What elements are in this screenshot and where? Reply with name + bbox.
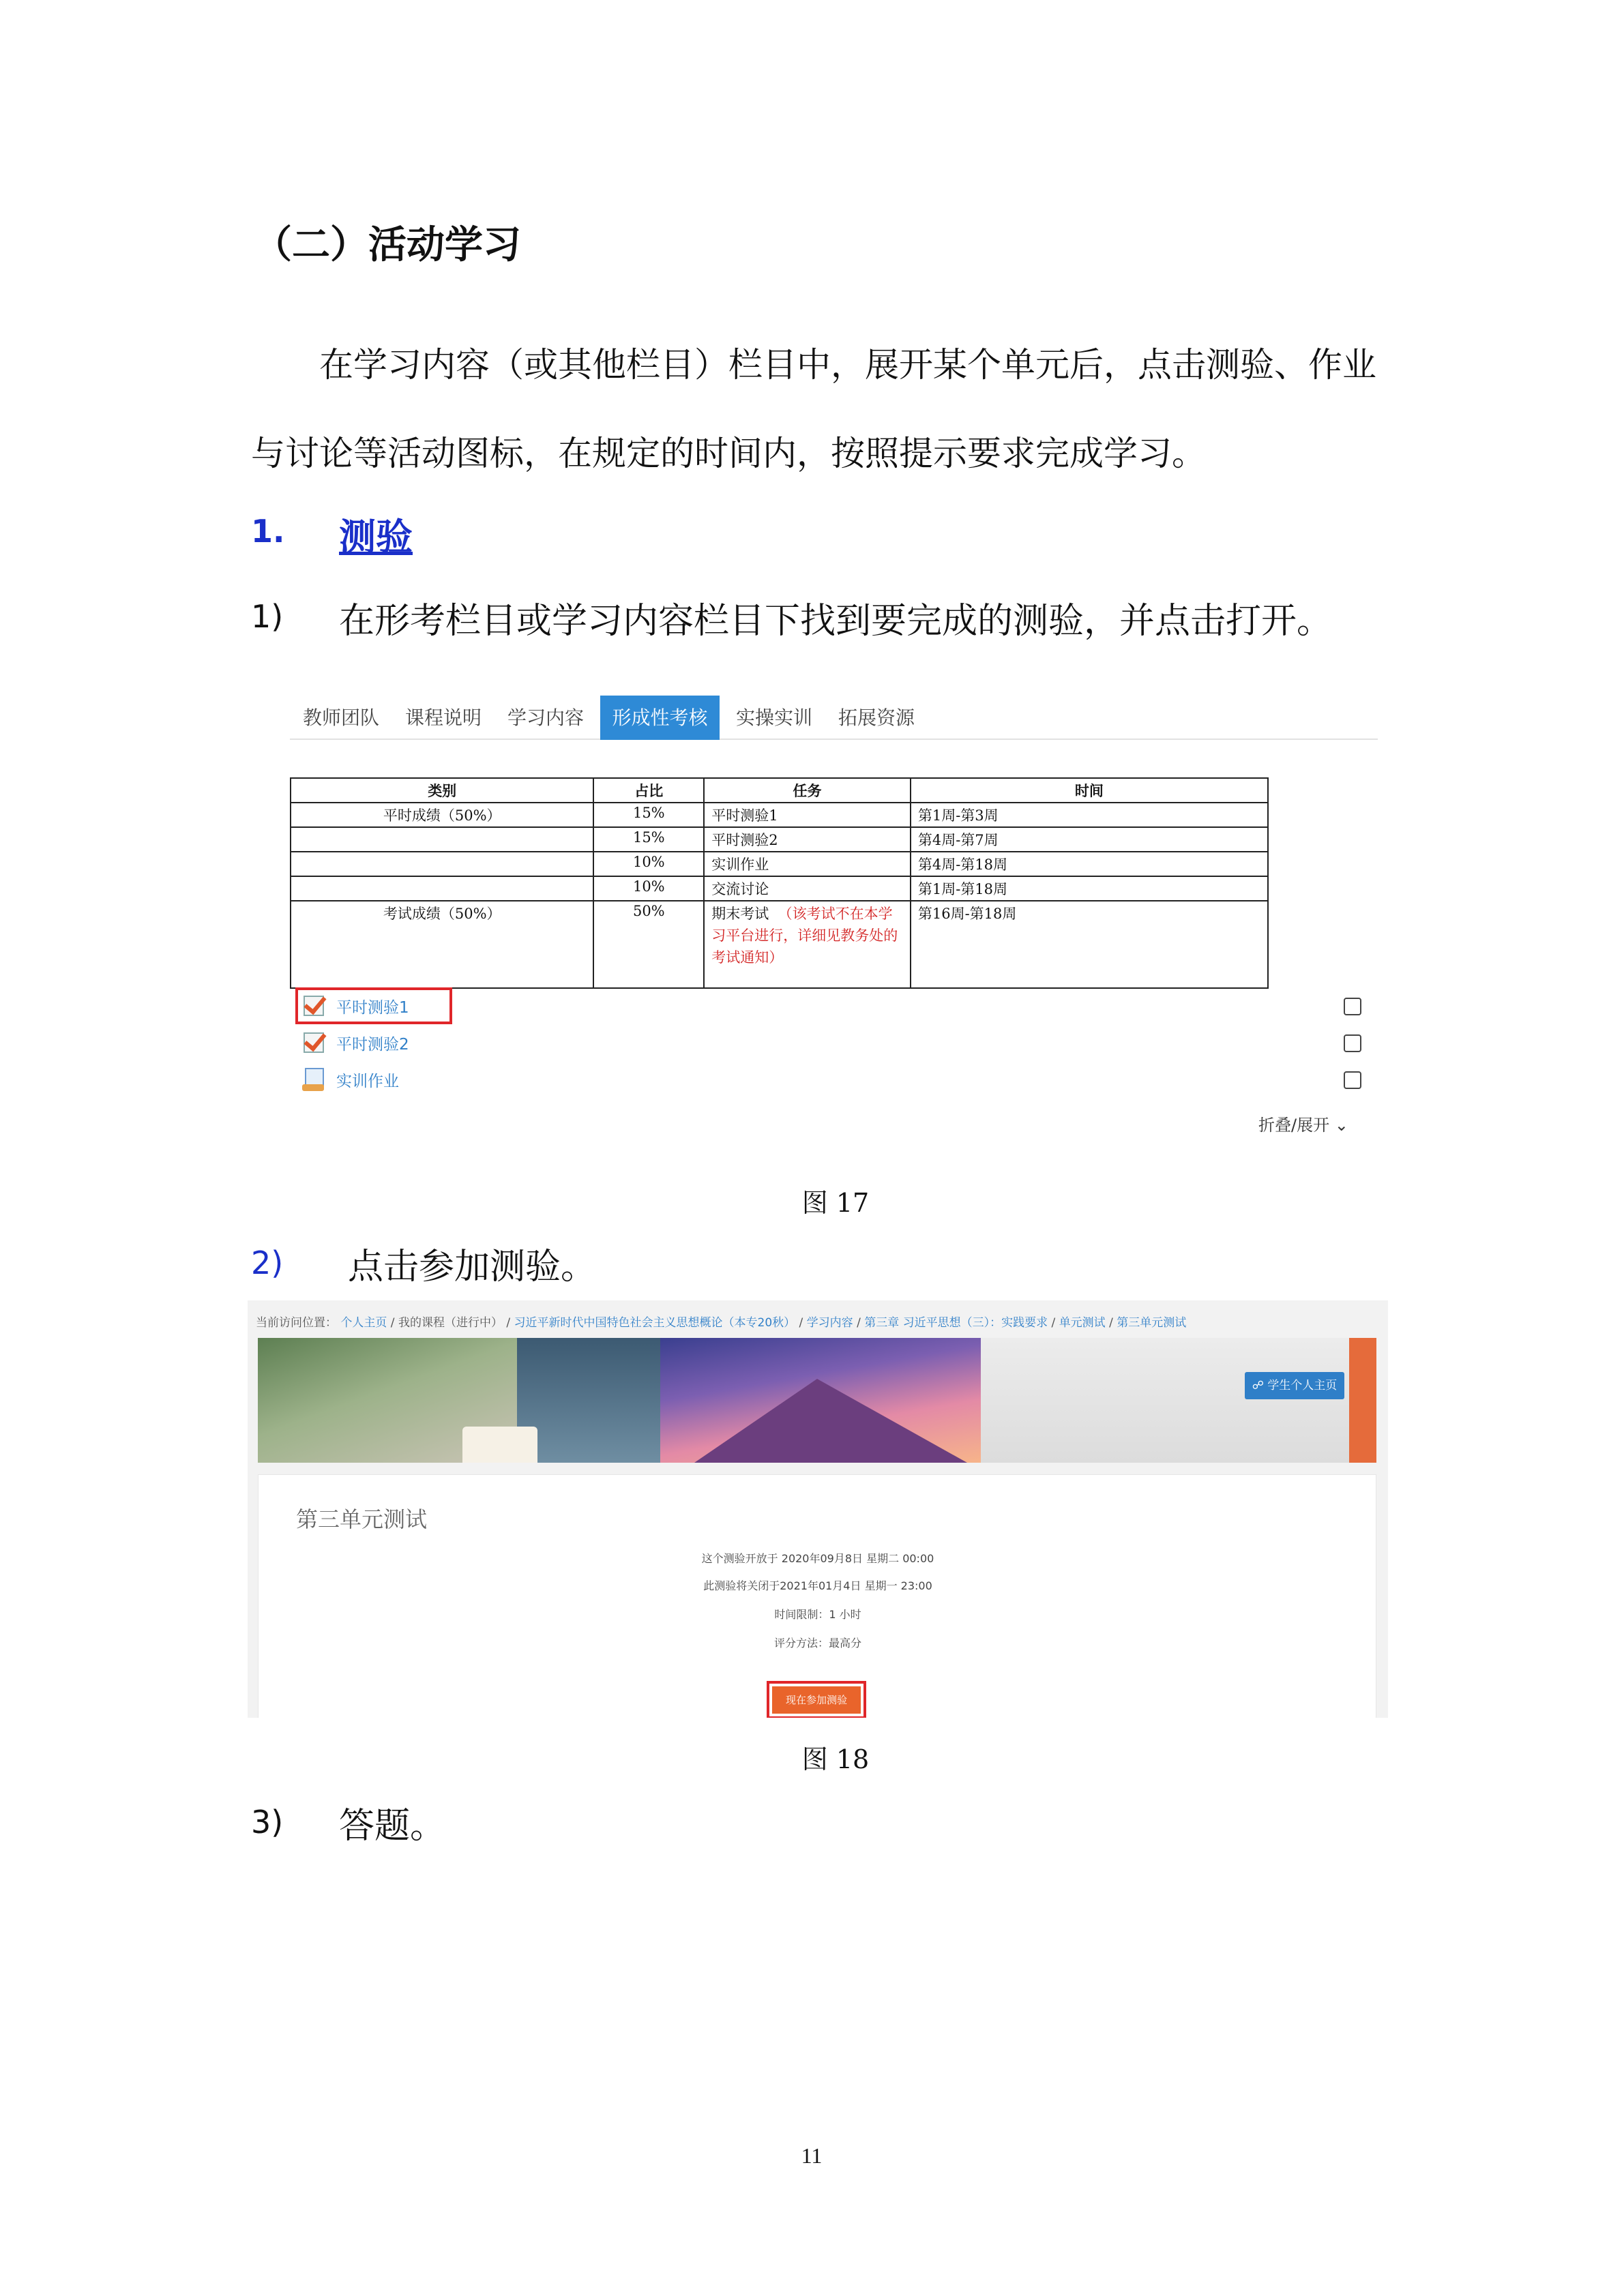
quiz-title: 第三单元测试 bbox=[296, 1506, 428, 1532]
chevron-down-icon: ⌄ bbox=[1334, 1116, 1348, 1135]
table-cell: 平时测验1 bbox=[704, 803, 911, 827]
figure-18-caption: 图 18 bbox=[801, 1744, 870, 1774]
table-cell: 第4周-第18周 bbox=[911, 852, 1268, 876]
table-cell: 10% bbox=[593, 852, 704, 876]
section-title: （二）活动学习 bbox=[254, 222, 521, 267]
intro-line-1: 在学习内容（或其他栏目）栏目中，展开某个单元后，点击测验、作业 bbox=[319, 345, 1376, 385]
table-cell: 第1周-第3周 bbox=[911, 803, 1268, 827]
quiz-checkbox-icon bbox=[304, 994, 327, 1017]
breadcrumb-item[interactable]: 个人主页 bbox=[340, 1316, 387, 1330]
student-homepage-label: 学生个人主页 bbox=[1267, 1379, 1338, 1392]
breadcrumb-item[interactable]: 单元测试 bbox=[1059, 1316, 1106, 1330]
breadcrumb-item[interactable]: 学习内容 bbox=[806, 1316, 853, 1330]
table-header: 类别 bbox=[291, 778, 593, 803]
table-cell: 10% bbox=[593, 876, 704, 901]
table-header-row bbox=[291, 778, 1268, 803]
table-header: 时间 bbox=[911, 778, 1268, 803]
table-cell: 平时测验2 bbox=[704, 827, 911, 852]
table-cell: 平时成绩（50%） bbox=[291, 803, 593, 827]
table-header: 任务 bbox=[704, 778, 911, 803]
table-header: 占比 bbox=[593, 778, 704, 803]
table-row-exam bbox=[291, 901, 1268, 988]
activity-quiz-2[interactable] bbox=[304, 1026, 409, 1060]
table-cell: 交流讨论 bbox=[704, 876, 911, 901]
exam-task-label: 期末考试 bbox=[711, 906, 769, 922]
completion-checkbox[interactable] bbox=[1344, 1034, 1361, 1052]
table-row bbox=[291, 803, 1268, 827]
intro-paragraph-line-2: 与讨论等活动图标，在规定的时间内，按照提示要求完成学习。 bbox=[251, 434, 1206, 473]
quiz-checkbox-icon bbox=[304, 1031, 327, 1054]
table-cell: 第4周-第7周 bbox=[911, 827, 1268, 852]
table-cell: 50% bbox=[593, 901, 704, 988]
step-2-text: 点击参加测验。 bbox=[348, 1247, 597, 1287]
tab-teachers[interactable]: 教师团队 bbox=[302, 706, 379, 729]
figure-17-screenshot bbox=[290, 696, 1378, 1142]
table-cell bbox=[291, 876, 593, 901]
tab-learning-content[interactable]: 学习内容 bbox=[507, 706, 584, 729]
table-cell: 考试成绩（50%） bbox=[291, 901, 593, 988]
completion-checkbox[interactable] bbox=[1344, 1071, 1361, 1089]
tab-practice[interactable]: 实操实训 bbox=[735, 706, 812, 729]
tab-resources[interactable]: 拓展资源 bbox=[838, 706, 915, 729]
step-3-number: 3) bbox=[251, 1804, 284, 1840]
fold-label: 折叠/展开 bbox=[1258, 1116, 1330, 1135]
activity-assignment[interactable] bbox=[304, 1062, 399, 1097]
breadcrumb: 当前访问位置： 个人主页 / 我的课程（进行中） / 习近平新时代中国特色社会主义思想概论（本专20秋） / 学习内容 / 第三章 习近平思想（三）：实践要求 / 单元测试 / 第三单元测试 bbox=[256, 1316, 1187, 1330]
quiz-grading-method: 评分方法：最高分 bbox=[773, 1637, 861, 1650]
activity-quiz-1[interactable] bbox=[304, 989, 409, 1023]
breadcrumb-prefix: 当前访问位置： bbox=[256, 1316, 337, 1330]
intro-paragraph bbox=[251, 320, 1397, 409]
step-1-text: 在形考栏目或学习内容栏目下找到要完成的测验，并点击打开。 bbox=[339, 601, 1333, 642]
heading-quiz-link[interactable]: 测验 bbox=[339, 515, 413, 558]
table-cell: 15% bbox=[593, 827, 704, 852]
breadcrumb-item[interactable]: 第三单元测试 bbox=[1117, 1316, 1187, 1330]
quiz-card bbox=[258, 1474, 1376, 1718]
student-homepage-button[interactable] bbox=[1245, 1372, 1344, 1399]
step-3-text: 答题。 bbox=[339, 1806, 446, 1847]
table-cell: 第16周-第18周 bbox=[911, 901, 1268, 988]
tab-formative-assessment[interactable]: 形成性考核 bbox=[600, 696, 720, 740]
figure-18-screenshot bbox=[248, 1300, 1388, 1718]
breadcrumb-item[interactable]: 第三章 习近平思想（三）：实践要求 bbox=[864, 1316, 1048, 1330]
step-2-number: 2) bbox=[251, 1244, 284, 1281]
tab-course-info[interactable]: 课程说明 bbox=[404, 706, 482, 729]
activity-label: 实训作业 bbox=[336, 1072, 399, 1090]
exam-note: （该考试不在本学习平台进行，详细见教务处的考试通知） bbox=[711, 906, 898, 966]
quiz-close-time: 此测验将关闭于2021年01月4日 星期一 23:00 bbox=[703, 1579, 932, 1592]
table-cell-exam-task bbox=[704, 901, 911, 988]
course-tabs bbox=[290, 696, 1378, 740]
fold-expand-toggle[interactable] bbox=[1258, 1112, 1348, 1135]
table-row bbox=[291, 852, 1268, 876]
step-1-number: 1) bbox=[251, 598, 284, 635]
course-banner-image bbox=[258, 1338, 1376, 1463]
assignment-icon bbox=[304, 1068, 327, 1091]
breadcrumb-item[interactable]: 习近平新时代中国特色社会主义思想概论（本专20秋） bbox=[514, 1316, 796, 1330]
completion-checkbox[interactable] bbox=[1344, 998, 1361, 1015]
activity-label: 平时测验1 bbox=[336, 998, 409, 1017]
table-cell bbox=[291, 827, 593, 852]
figure-17-caption: 图 17 bbox=[801, 1188, 870, 1218]
activity-label: 平时测验2 bbox=[336, 1035, 409, 1054]
table-cell bbox=[291, 852, 593, 876]
breadcrumb-item[interactable]: 我的课程（进行中） bbox=[398, 1316, 503, 1330]
table-row bbox=[291, 827, 1268, 852]
share-icon: ☍ bbox=[1252, 1379, 1264, 1392]
table-cell: 实训作业 bbox=[704, 852, 911, 876]
grade-table bbox=[290, 777, 1269, 989]
quiz-open-time: 这个测验开放于 2020年09月8日 星期二 00:00 bbox=[701, 1552, 934, 1565]
page-number: 11 bbox=[801, 2143, 823, 2168]
quiz-time-limit: 时间限制：1 小时 bbox=[774, 1608, 861, 1621]
attempt-quiz-button[interactable]: 现在参加测验 bbox=[772, 1686, 861, 1714]
table-cell: 第1周-第18周 bbox=[911, 876, 1268, 901]
heading-number: 1. bbox=[251, 513, 285, 550]
table-cell: 15% bbox=[593, 803, 704, 827]
table-row bbox=[291, 876, 1268, 901]
